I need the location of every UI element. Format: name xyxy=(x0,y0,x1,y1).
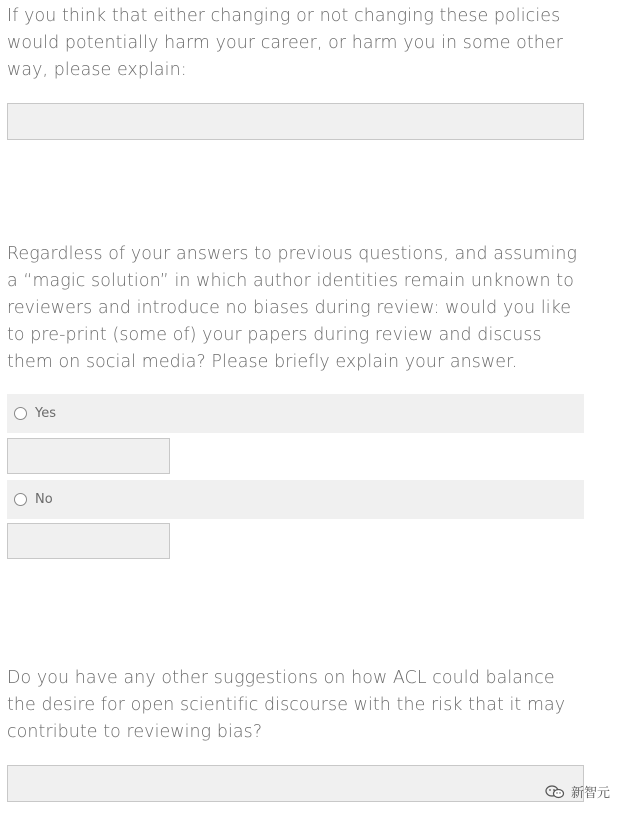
radio-no[interactable] xyxy=(14,493,27,506)
suggestions-answer-field[interactable] xyxy=(7,765,584,802)
option-no[interactable] xyxy=(7,480,584,519)
question-preprint-social-media: Regardless of your answers to previous questions, and assuming a “magic solution” in which author identities remain unknown to reviewers and introduce no biases during review: would you like to pre-print (some of) your papers during review and discuss them on social media? Please briefly explain your answer. xyxy=(7,244,578,372)
option-no-label: No xyxy=(35,492,53,507)
option-yes[interactable] xyxy=(7,394,584,433)
wechat-icon xyxy=(545,785,565,799)
no-explain-field[interactable] xyxy=(7,523,170,559)
yes-explain-field[interactable] xyxy=(7,438,170,474)
harm-career-answer-field[interactable] xyxy=(7,103,584,140)
radio-yes[interactable] xyxy=(14,407,27,420)
watermark-text: 新智元 xyxy=(570,786,610,801)
option-yes-label: Yes xyxy=(35,406,56,421)
watermark xyxy=(545,782,610,801)
question-other-suggestions: Do you have any other suggestions on how ACL could balance the desire for open scientific discourse with the risk that it may contribute to reviewing bias? xyxy=(7,668,566,742)
question-harm-career: If you think that either changing or not changing these policies would potentially harm your career, or harm you in some other way, please explain: xyxy=(7,6,563,80)
